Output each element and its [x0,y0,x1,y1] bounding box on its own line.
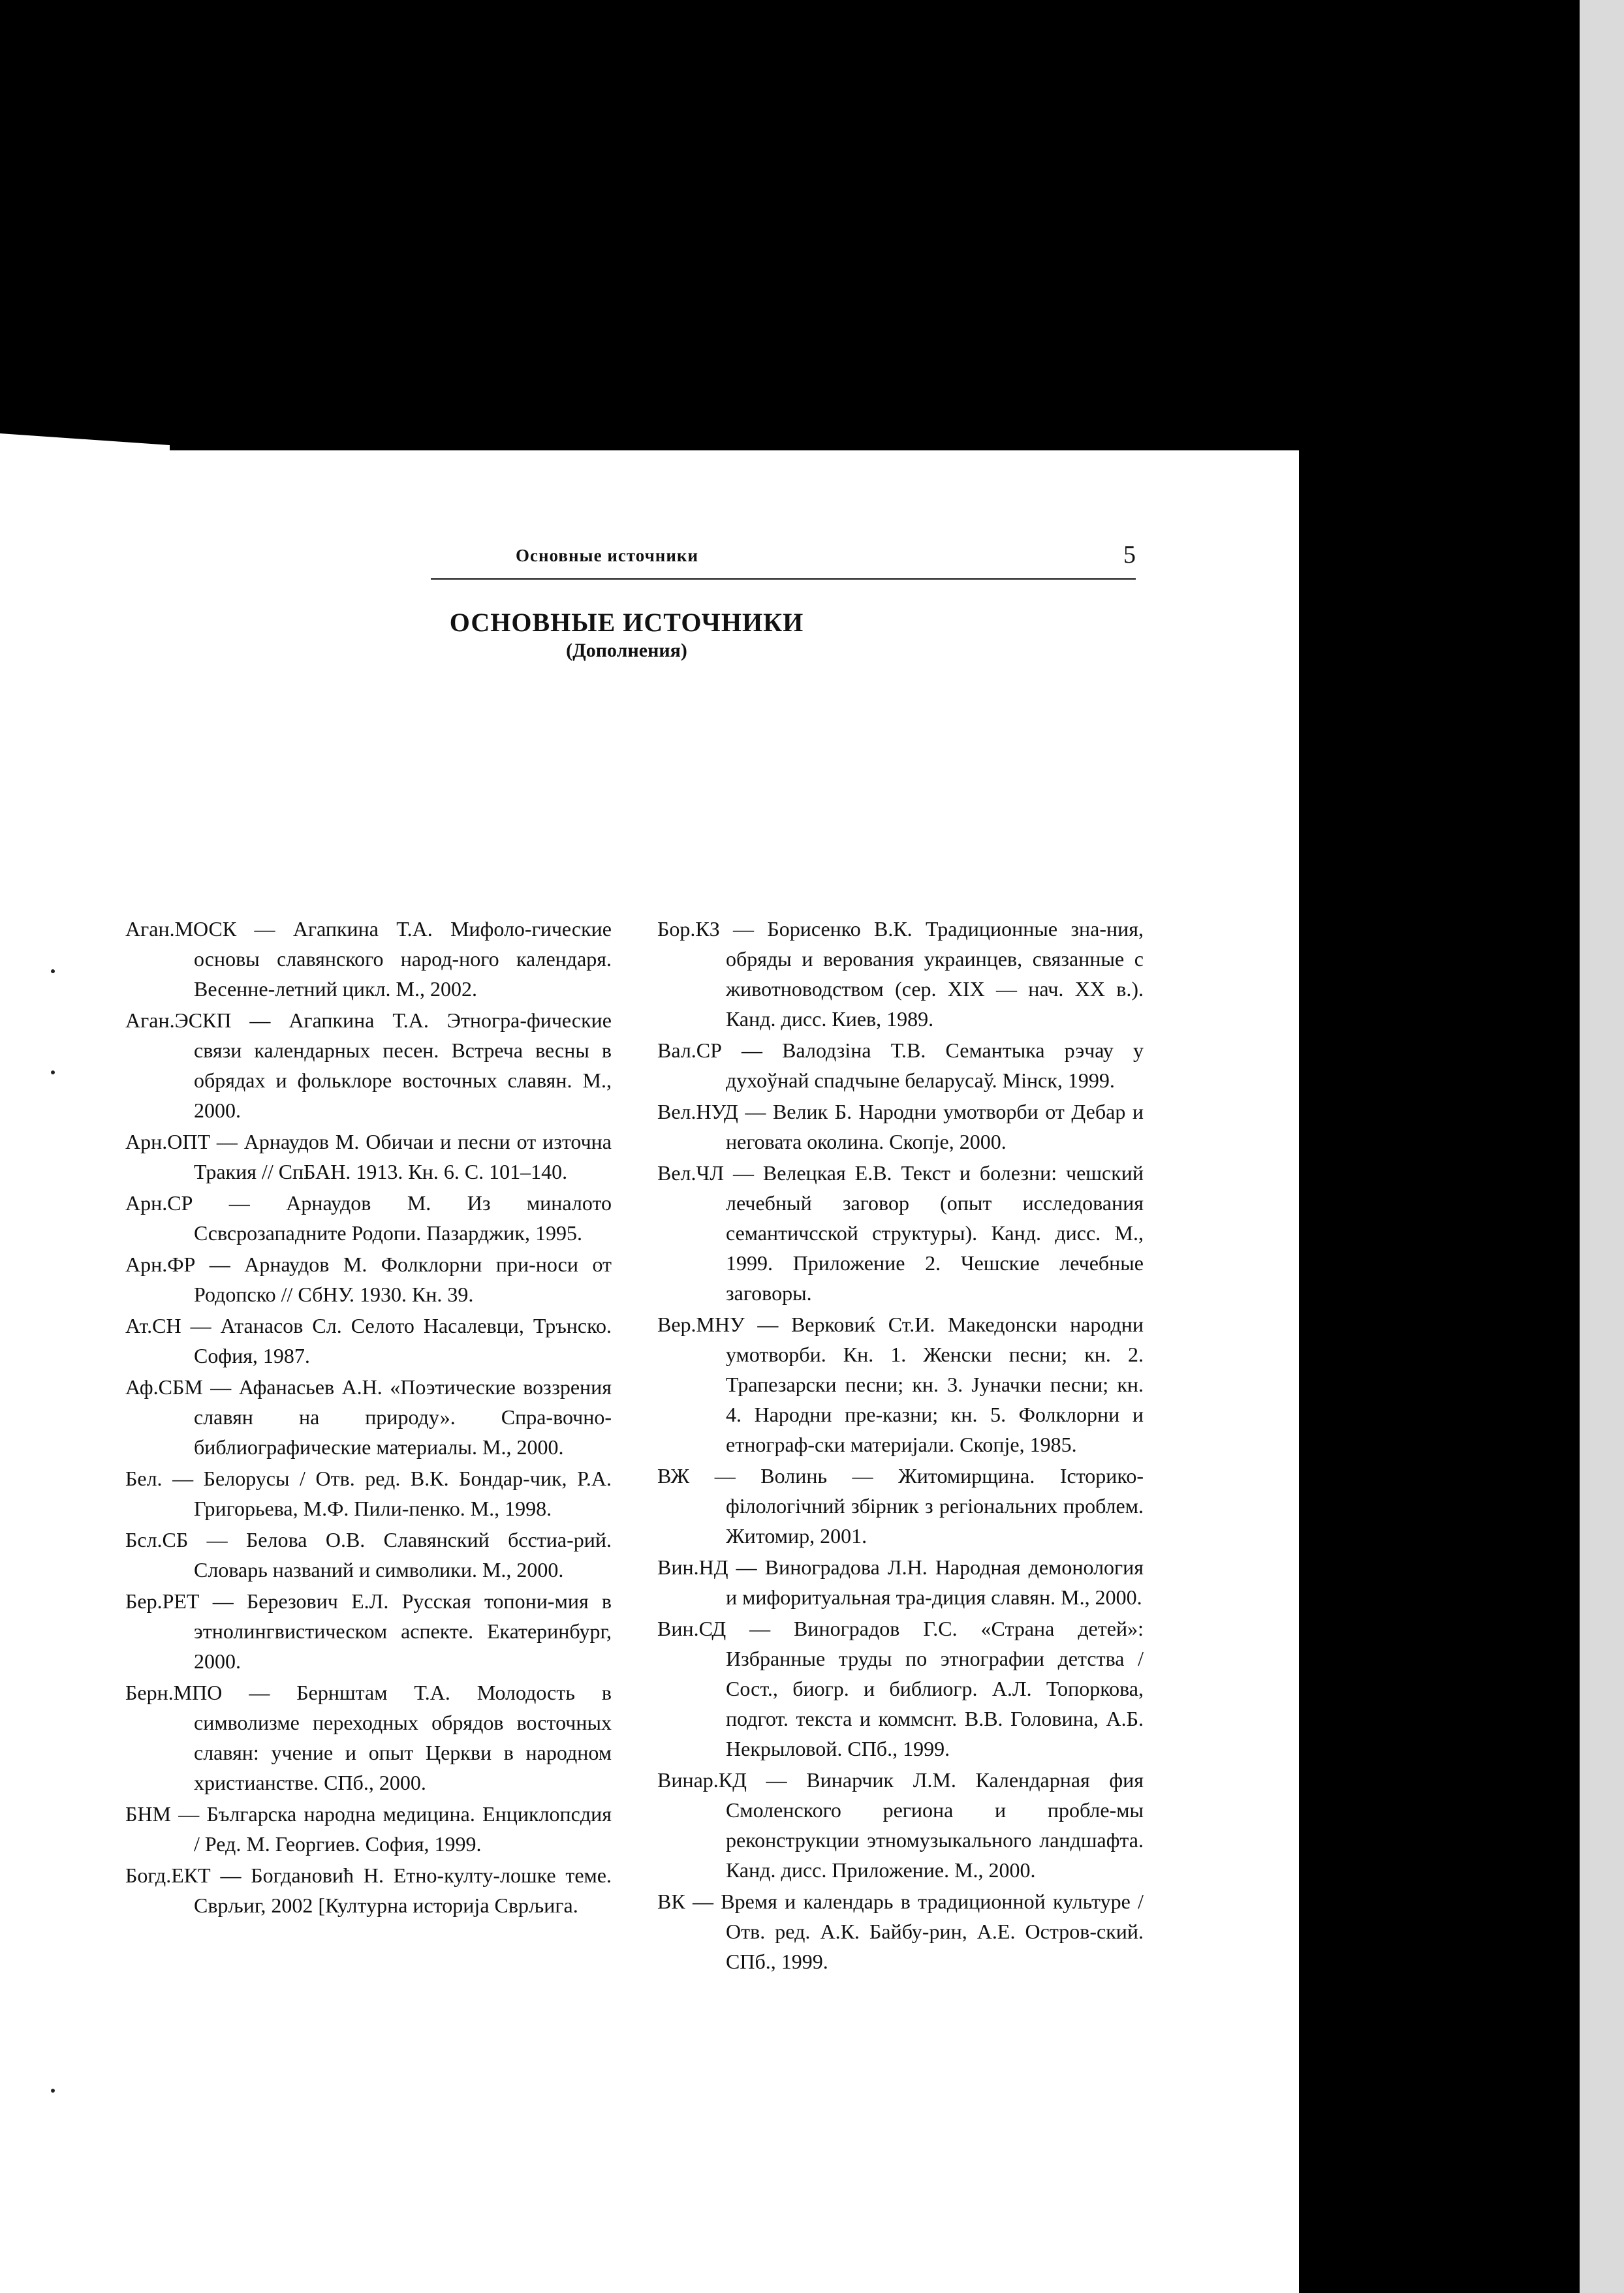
page-number: 5 [1123,541,1136,569]
entry-text: — Белорусы / Отв. ред. В.К. Бондар-чик, Р.А. Григорьева, М.Ф. Пили-пенко. М., 1998. [162,1467,612,1520]
bibliography-entry [125,1127,612,1187]
entry-text: — Валодзіна Т.В. Семантыка рэчау у духоўнай спадчыне беларусаў. Мінск, 1999. [721,1038,1144,1092]
entry-text: — Виноградова Л.Н. Народная демонология и мифоритуальная тра-диция славян. М., 2000. [726,1555,1144,1609]
entry-text: — Волинь — Житомирщина. Історико-філологічний збірник з регіональних проблем. Житомир, 2001. [689,1464,1144,1548]
entry-abbreviation: Арн.ФР [125,1253,196,1276]
entry-abbreviation: Вер.МНУ [657,1313,745,1336]
bibliography-entry [657,1097,1144,1157]
entry-text: — Българска народна медицина. Енциклопсдия / Ред. М. Георгиев. София, 1999. [170,1802,612,1856]
right-column [657,914,1144,1978]
entry-abbreviation: Ат.СН [125,1314,181,1337]
entry-text: — Атанасов Сл. Селото Насалевци, Трънско. София, 1987. [181,1314,612,1367]
entry-abbreviation: Бсл.СБ [125,1528,189,1552]
entry-text: — Время и календарь в традиционной культуре / Отв. ред. А.К. Байбу-рин, А.Е. Остров-ский. СПб., 1999. [685,1890,1144,1973]
entry-text: — Виноградов Г.С. «Страна детей»: Избранные труды по этнографии детства / Сост., биогр. и библиогр. А.Л. Топоркова, подгот. текста и коммснт. В.В. Головина, А.Б. Некрыловой. СПб., 1999. [726,1617,1144,1760]
entry-text: — Верковиќ Ст.И. Македонски народни умотворби. Кн. 1. Женски песни; кн. 2. Трапезарски песни; кн. 3. Јуначки песни; кн. 4. Народни пре-казни; кн. 5. Фолклорни и етнограф-ски материјали. Скопје, 1985. [726,1313,1144,1456]
left-column [125,914,612,1922]
entry-text: — Березович Е.Л. Русская топони-мия в этнолингвистическом аспекте. Екатеринбург, 2000. [194,1589,612,1673]
entry-abbreviation: Аган.ЭСКП [125,1008,232,1032]
entry-abbreviation: Бел. [125,1467,163,1490]
bibliography-entry [657,1552,1144,1612]
entry-text: — Велецкая Е.В. Текст и болезни: чешский лечебный заговор (опыт исследования семантичсской структуры). Канд. дисс. М., 1999. Приложение 2. Чешские лечебные заговоры. [724,1161,1144,1305]
scan-speck [51,2089,55,2093]
entry-abbreviation: Аф.СБМ [125,1375,203,1399]
entry-abbreviation: Бор.КЗ [657,917,720,941]
entry-text: — Афанасьев А.Н. «Поэтические воззрения славян на природу». Спра-вочно-библиографические материалы. М., 2000. [194,1375,612,1459]
bibliography-entry [125,1463,612,1523]
entry-abbreviation: Вел.НУД [657,1100,738,1123]
bibliography-entry [657,1614,1144,1764]
scan-edge [1580,0,1624,2293]
entry-abbreviation: Вел.ЧЛ [657,1161,725,1185]
entry-text: — Борисенко В.К. Традиционные зна-ния, обряды и верования украинцев, связанные с животноводством (сер. XIX — нач. XX в.). Канд. дисс. Киев, 1989. [719,917,1144,1031]
entry-text: — Винарчик Л.М. Календарная фия Смоленского региона и пробле-мы реконструкции этномузыкального ландшафта. Канд. дисс. Приложение. М., 2000. [726,1768,1144,1882]
bibliography-entry [125,1677,612,1798]
bibliography-entry [125,1311,612,1371]
bibliography-entry [657,1765,1144,1885]
page-subtitle: (Дополнения) [566,640,687,661]
bibliography-entry [657,1886,1144,1976]
scan-speck [51,969,55,973]
running-header [431,541,1136,580]
entry-abbreviation: ВК [657,1890,685,1913]
running-title: Основные источники [516,546,699,565]
bibliography-entry [657,1309,1144,1459]
entry-text: — Белова О.В. Славянский бсстиа-рий. Словарь названий и символики. М., 2000. [188,1528,612,1582]
entry-text: — Агапкина Т.А. Этногра-фические связи календарных песен. Встреча весны в обрядах и фольклоре восточных славян. М., 2000. [194,1008,612,1122]
entry-text: — Арнаудов М. Из миналото Ссвсрозападните Родопи. Пазарджик, 1995. [193,1191,612,1245]
bibliography-entry [125,1860,612,1920]
bibliography-entry [125,1005,612,1125]
entry-text: — Велик Б. Народни умотворби от Дебар и неговата околина. Скопје, 2000. [726,1100,1144,1153]
page-title: ОСНОВНЫЕ ИСТОЧНИКИ [449,608,804,637]
bibliography-entry [125,1249,612,1309]
bibliography-entry [657,1461,1144,1551]
entry-abbreviation: БНМ [125,1802,171,1826]
bibliography-entry [125,1188,612,1248]
entry-abbreviation: Вин.НД [657,1555,728,1579]
bibliography-entry [125,1372,612,1462]
bibliography-entry [657,914,1144,1034]
entry-abbreviation: Бер.РЕТ [125,1589,200,1613]
bibliography-entry [125,1525,612,1585]
entry-abbreviation: Арн.ОПТ [125,1130,210,1153]
entry-abbreviation: ВЖ [657,1464,690,1488]
entry-abbreviation: Аган.МОСК [125,917,237,941]
bibliography-entry [657,1158,1144,1308]
scan-artifact [0,418,170,457]
entry-abbreviation: Вин.СД [657,1617,726,1640]
entry-abbreviation: Богд.ЕКТ [125,1864,211,1887]
entry-abbreviation: Берн.МПО [125,1681,223,1704]
entry-text: — Богдановић Н. Етно-култу-лошке теме. Сврљиг, 2002 [Културна историја Сврљига. [194,1864,612,1917]
bibliography-entry [125,1799,612,1859]
entry-text: — Агапкина Т.А. Мифоло-гические основы славянского народ-ного календаря. Весенне-летний цикл. М., 2002. [194,917,612,1001]
bibliography-entry [125,1586,612,1676]
entry-text: — Арнаудов М. Фолклорни при-носи от Родопско // СбНУ. 1930. Кн. 39. [194,1253,612,1306]
bibliography-entry [657,1035,1144,1095]
entry-abbreviation: Винар.КД [657,1768,747,1792]
scan-speck [51,1070,55,1074]
entry-abbreviation: Вал.СР [657,1038,722,1062]
entry-text: — Арнаудов М. Обичаи и песни от източна Тракия // СпБАН. 1913. Кн. 6. С. 101–140. [194,1130,612,1183]
entry-abbreviation: Арн.СР [125,1191,193,1215]
entry-text: — Бернштам Т.А. Молодость в символизме переходных обрядов восточных славян: учение и опыт Церкви в народном христианстве. СПб., 2000. [194,1681,612,1794]
bibliography-entry [125,914,612,1004]
